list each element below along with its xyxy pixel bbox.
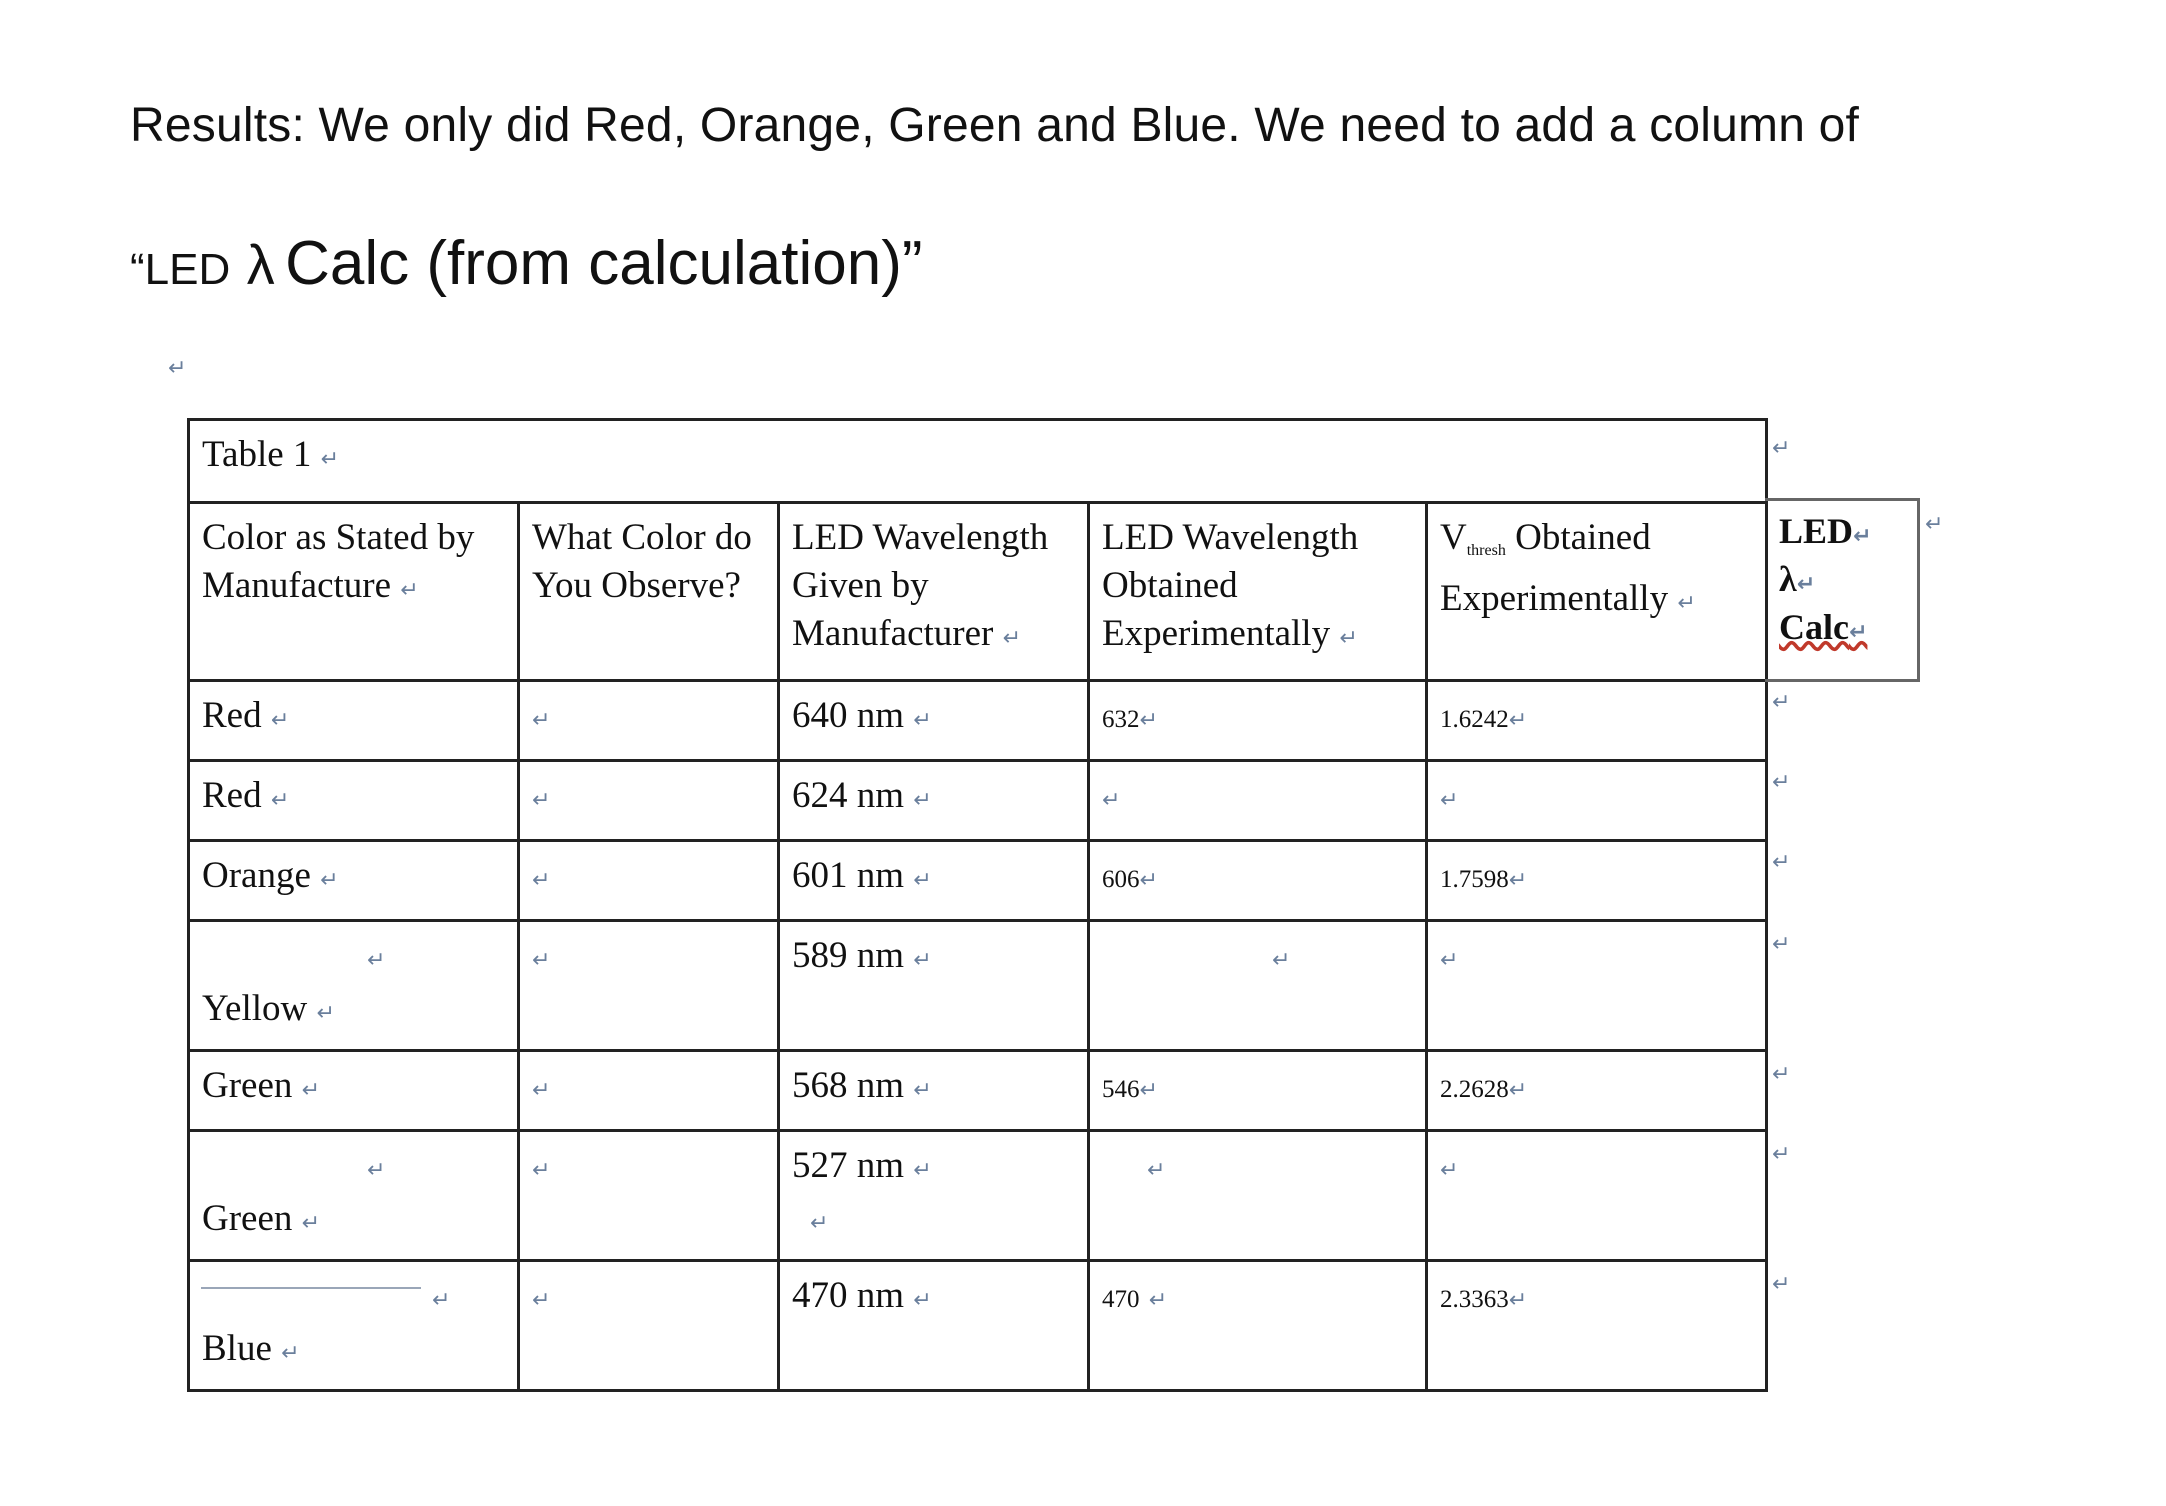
header-vthresh-obtained: Obtained Experimentally [1440,517,1669,619]
cell-mark-icon: ↵ [1440,948,1459,973]
extra-header-calc [1779,603,1867,657]
cell-mark-icon: ↵ [1508,708,1528,733]
table-cell[interactable] [1089,681,1427,761]
row-end-mark-icon: ↵ [1772,1272,1791,1297]
table-row [189,921,1767,1051]
cell-mark-icon: ↵ [532,868,551,893]
cell-mark-icon: ↵ [1102,788,1121,813]
cell-mark-icon: ↵ [532,1078,551,1103]
cell-text-cursor-line [201,1287,421,1289]
extra-column-header-box[interactable] [1765,498,1920,682]
cell-mark-icon: ↵ [1272,948,1291,973]
cell-color: Blue [202,1328,272,1369]
cell-given: 640 nm [792,695,905,736]
cell-mark-icon: ↵ [532,948,551,973]
cell-vthresh: 2.2628 [1440,1076,1509,1103]
table-cell[interactable] [1427,761,1767,841]
table-row [189,1261,1767,1391]
cell-mark-icon: ↵ [1853,524,1872,549]
cell-mark-icon: ↵ [316,1001,335,1026]
table-cell[interactable] [1427,1051,1767,1131]
cell-mark-icon: ↵ [1508,868,1528,893]
cell-vthresh: 2.3363 [1440,1286,1509,1313]
cell-mark-icon: ↵ [1440,1158,1459,1183]
table-cell[interactable] [1089,1131,1427,1261]
cell-given: 624 nm [792,775,905,816]
row-end-mark-icon: ↵ [1772,690,1791,715]
cell-mark-icon: ↵ [913,708,932,733]
cell-mark-icon: ↵ [432,1288,451,1313]
table-cell[interactable] [189,1131,519,1261]
table-cell[interactable] [1427,841,1767,921]
cell-mark-icon: ↵ [1339,626,1358,651]
cell-mark-icon: ↵ [270,708,290,733]
header-cell[interactable] [1089,503,1427,681]
cell-mark-icon: ↵ [913,1158,932,1183]
table-cell[interactable] [1089,1051,1427,1131]
cell-vthresh: 1.6242 [1440,706,1509,733]
table-cell[interactable] [1427,1261,1767,1391]
header-color-stated: Color as Stated by Manufacture [202,517,475,606]
row-end-mark-icon: ↵ [1772,1142,1791,1167]
table-cell[interactable] [779,1051,1089,1131]
table-cell[interactable] [519,1131,779,1261]
cell-vthresh: 1.7598 [1440,866,1509,893]
cell-mark-icon: ↵ [913,1288,932,1313]
cell-mark-icon: ↵ [1139,1078,1158,1103]
table-row [189,681,1767,761]
table-cell[interactable] [1089,761,1427,841]
cell-mark-icon: ↵ [1139,708,1158,733]
table-cell[interactable] [519,921,779,1051]
cell-mark-icon: ↵ [913,788,932,813]
row-end-mark-icon: ↵ [1925,512,1944,537]
cell-given: 527 nm [792,1145,905,1186]
cell-mark-icon: ↵ [301,1211,321,1236]
row-end-mark-icon: ↵ [1772,436,1791,461]
table-cell[interactable] [779,841,1089,921]
cell-mark-icon: ↵ [400,578,419,603]
table-cell[interactable] [1089,921,1427,1051]
table-cell[interactable] [779,681,1089,761]
intro-line-1: Results: We only did Red, Orange, Green and Blue. We need to add a column of [130,99,1860,152]
cell-mark-icon: ↵ [532,1288,551,1313]
table-cell[interactable] [519,761,779,841]
table-cell[interactable] [519,841,779,921]
table-cell[interactable] [779,1261,1089,1391]
extra-header-lambda-text: λ [1779,559,1797,599]
table-cell[interactable] [519,1051,779,1131]
cell-mark-icon: ↵ [532,1158,551,1183]
paragraph-mark-icon: ↵ [168,356,187,381]
cell-obtained: 606 [1102,866,1140,893]
table-cell[interactable] [1427,921,1767,1051]
intro-calc-text: Calc (from calculation)” [285,229,923,298]
cell-obtained: 632 [1102,706,1140,733]
header-wavelength-given: LED Wavelength Given by Manufacturer [792,517,1049,654]
results-table-wrapper [187,418,1768,1392]
extra-header-lambda [1779,555,1815,609]
extra-header-led [1779,507,1871,561]
table-cell[interactable] [1089,1261,1427,1391]
header-row [189,503,1767,681]
cell-mark-icon: ↵ [913,868,932,893]
cell-mark-icon: ↵ [301,1078,321,1103]
cell-mark-icon: ↵ [532,788,551,813]
header-color-observed: What Color do You Observe? [532,517,752,606]
cell-mark-icon: ↵ [367,1158,386,1183]
table-cell[interactable] [779,1131,1089,1261]
row-end-mark-icon: ↵ [1772,1062,1791,1087]
table-cell[interactable] [779,761,1089,841]
table-cell[interactable] [519,681,779,761]
cell-color: Red [202,695,262,736]
table-cell[interactable] [189,761,519,841]
results-table [187,418,1768,1392]
header-cell[interactable] [779,503,1089,681]
table-cell[interactable] [189,1261,519,1391]
cell-mark-icon: ↵ [810,1211,829,1236]
cell-mark-icon: ↵ [913,948,932,973]
table-cell[interactable] [1427,1131,1767,1261]
cell-mark-icon: ↵ [367,948,386,973]
table-cell[interactable] [779,921,1089,1051]
cell-color: Red [202,775,262,816]
cell-mark-icon: ↵ [320,447,340,472]
cell-mark-icon: ↵ [270,788,290,813]
table-cell[interactable] [1089,841,1427,921]
table-caption-cell[interactable] [189,420,1767,503]
extra-header-led-text: LED [1779,511,1854,551]
cell-mark-icon: ↵ [1508,1078,1528,1103]
cell-mark-icon: ↵ [1139,868,1158,893]
table-caption: Table 1 [202,434,312,475]
table-cell[interactable] [1427,681,1767,761]
cell-given: 470 nm [792,1275,905,1316]
header-cell[interactable] [1427,503,1767,681]
cell-color: Orange [202,855,311,896]
header-wavelength-obtained: LED Wavelength Obtained Experimentally [1102,517,1359,654]
intro-led-text: “LED [130,245,231,294]
cell-given: 589 nm [792,935,905,976]
cell-mark-icon: ↵ [281,1341,300,1366]
row-end-mark-icon: ↵ [1772,850,1791,875]
cell-color: Green [202,1065,293,1106]
cell-mark-icon: ↵ [1147,1158,1166,1183]
cell-color: Green [202,1198,293,1239]
cell-mark-icon: ↵ [1440,788,1459,813]
table-cell[interactable] [519,1261,779,1391]
table-row [189,761,1767,841]
table-cell[interactable] [189,921,519,1051]
cell-mark-icon: ↵ [1508,1288,1528,1313]
header-v-subscript: thresh [1466,542,1506,559]
cell-mark-icon: ↵ [1677,591,1696,616]
lambda-symbol: λ [246,233,275,296]
table-cell[interactable] [189,841,519,921]
table-row [189,1051,1767,1131]
intro-line-2 [130,228,923,299]
header-cell[interactable] [519,503,779,681]
cell-color: Yellow [202,988,308,1029]
row-end-mark-icon: ↵ [1772,770,1791,795]
cell-mark-icon: ↵ [1848,620,1868,645]
cell-given: 601 nm [792,855,905,896]
cell-mark-icon: ↵ [320,868,339,893]
cell-mark-icon: ↵ [913,1078,932,1103]
row-end-mark-icon: ↵ [1772,932,1791,957]
cell-mark-icon: ↵ [532,708,551,733]
cell-obtained: 546 [1102,1076,1140,1103]
header-v: V [1440,517,1467,558]
cell-obtained: 470 [1102,1286,1140,1313]
cell-mark-icon: ↵ [1148,1288,1168,1313]
header-cell[interactable] [189,503,519,681]
extra-header-calc-text: Calc [1779,607,1849,647]
cell-mark-icon: ↵ [1796,572,1816,597]
table-row [189,1131,1767,1261]
cell-given: 568 nm [792,1065,905,1106]
cell-mark-icon: ↵ [1002,626,1022,651]
table-cell[interactable] [189,681,519,761]
table-cell[interactable] [189,1051,519,1131]
table-row [189,841,1767,921]
